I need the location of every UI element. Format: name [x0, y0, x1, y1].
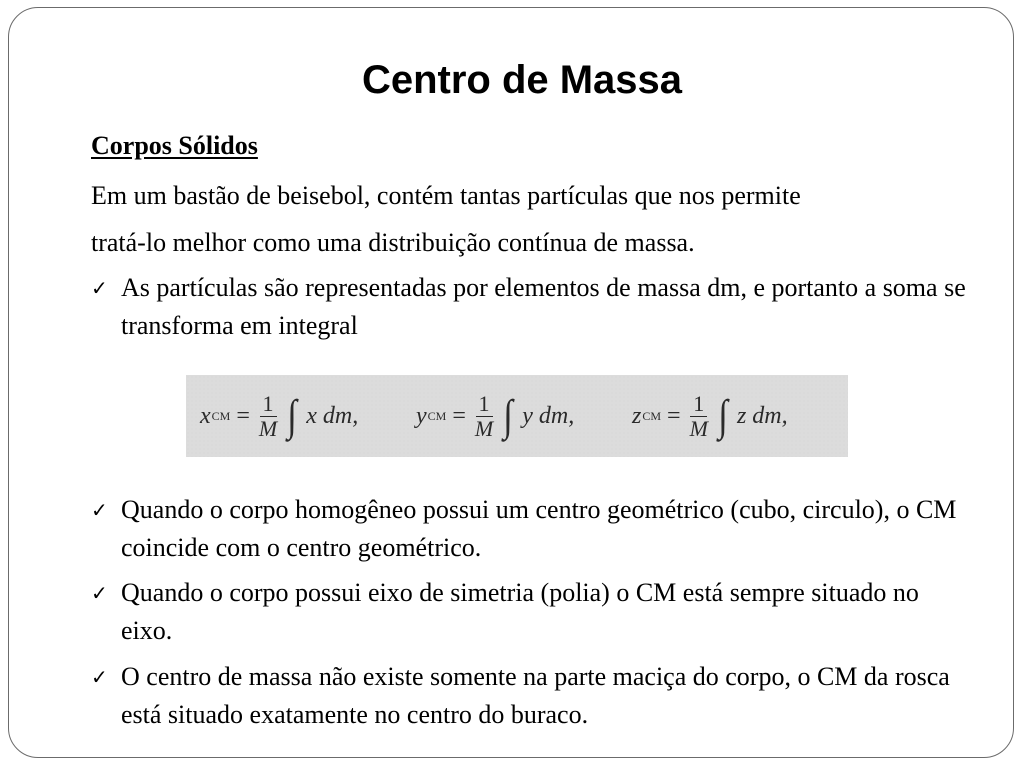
formula-y [416, 375, 574, 457]
bullet-text: As partículas são representadas por elementos de massa dm, e portanto a soma se transforma em integral [121, 273, 966, 340]
fraction-numerator: 1 [260, 392, 277, 417]
fraction-denominator: M [474, 415, 494, 441]
checkmark-icon: ✓ [91, 498, 108, 522]
center-of-mass-formula-image [186, 375, 848, 457]
fraction-denominator: M [689, 415, 708, 441]
section-subtitle: Corpos Sólidos [91, 131, 258, 160]
formula-equals: = [452, 402, 466, 429]
checkmark-icon: ✓ [91, 276, 108, 300]
checkmark-icon: ✓ [91, 581, 108, 605]
formula-subscript: CM [642, 408, 662, 423]
formula-subscript: CM [211, 408, 231, 423]
formula-integrand: x dm, [306, 402, 359, 429]
formula-fraction [256, 392, 280, 441]
bullet-item-4 [91, 658, 971, 734]
bullet-item-1 [91, 269, 971, 345]
formula-fraction [472, 392, 496, 441]
intro-line-1: Em um bastão de beisebol, contém tantas partículas que nos permite [91, 181, 801, 210]
bullet-text: Quando o corpo possui eixo de simetria (polia) o CM está sempre situado no eixo. [121, 578, 919, 645]
bullet-item-2 [91, 491, 971, 567]
bullet-text: Quando o corpo homogêneo possui um centro geométrico (cubo, circulo), o CM coincide com o centro geométrico. [121, 495, 957, 562]
fraction-numerator: 1 [476, 392, 493, 417]
formula-variable: z [632, 402, 642, 429]
intro-line-2: tratá-lo melhor como uma distribuição contínua de massa. [91, 228, 695, 257]
integral-sign: ∫ [503, 391, 514, 440]
formula-fraction [687, 392, 711, 441]
fraction-numerator: 1 [690, 392, 707, 417]
integral-sign: ∫ [718, 391, 728, 440]
checkmark-icon: ✓ [91, 665, 108, 689]
formula-equals: = [236, 402, 250, 429]
formula-subscript: CM [427, 408, 447, 423]
formula-variable: y [416, 402, 427, 429]
formula-equals: = [667, 402, 681, 429]
formula-integrand: z dm, [736, 402, 788, 429]
bullet-text: O centro de massa não existe somente na parte maciça do corpo, o CM da rosca está situado exatamente no centro do buraco. [121, 662, 950, 729]
formula-integrand: y dm, [522, 402, 575, 429]
integral-sign: ∫ [287, 391, 298, 440]
formula-variable: x [200, 402, 211, 429]
slide-title: Centro de Massa [361, 58, 683, 102]
formula-z [632, 375, 788, 457]
formula-x [200, 375, 358, 457]
fraction-denominator: M [258, 415, 278, 441]
bullet-item-3 [91, 574, 971, 650]
